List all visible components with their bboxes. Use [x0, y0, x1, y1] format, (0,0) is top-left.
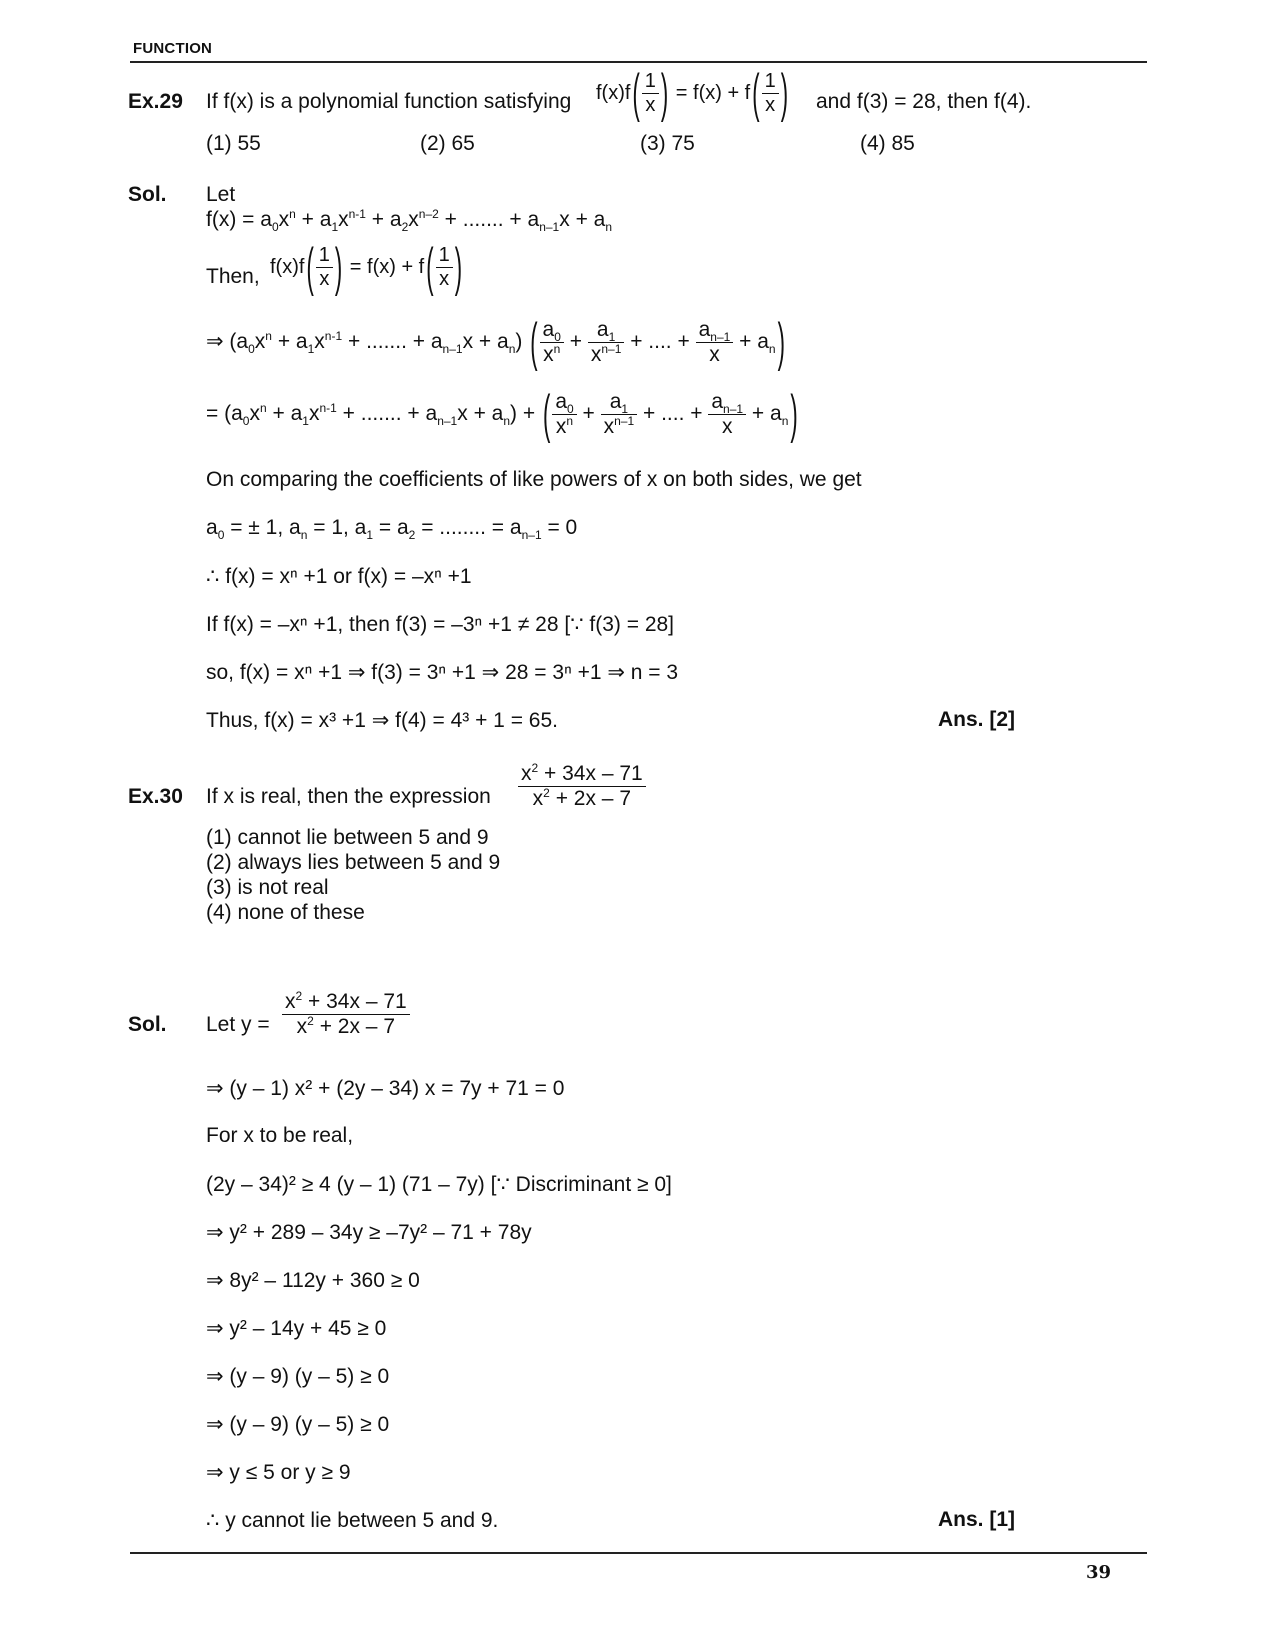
ex29-sol-label: Sol. [128, 183, 167, 206]
ex30-sol-label: Sol. [128, 1013, 167, 1036]
ex29-then-equation: f(x)f( $\frac{1}{x}$ ) = f(x) + f( $\frac{1}{x}$ ) [270, 236, 463, 297]
ex29-then: Then, [206, 265, 260, 288]
ex30-let-y-fraction: $\frac{x^2 + 34x - 71}{x^2 + 2x - 7}$ [282, 990, 410, 1039]
ex30-answer: Ans. [1] [938, 1508, 1016, 1531]
ex30-question-prefix: If x is real, then the expression [206, 785, 491, 808]
ex30-expression-fraction: $\frac{x^2 + 34x - 71}{x^2 + 2x - 7}$ [518, 762, 646, 811]
ex29-expanded-rhs: = ($a_0x^n + a_1x^{n-1}$ + ....... + $a_{n-1}x + a_n$) + ( $\frac{a_0}{x^n}$ + $\frac{a_1}{x^{n-1}}$ + .... + $\frac{a_{n-1}}{x}$ + $a_n$) [206, 383, 798, 444]
ex30-option-4: (4) none of these [206, 901, 365, 924]
ex29-therefore-line: ∴ f(x) = xⁿ +1 or f(x) = –xⁿ +1 [206, 565, 472, 588]
page-number: 39 [1086, 1562, 1112, 1583]
ex29-thus-line: Thus, f(x) = x³ +1 ⇒ f(4) = 4³ + 1 = 65. [206, 709, 558, 732]
ex29-expanded-lhs: ⇒ ($a_0x^n + a_1x^{n-1}$ + ....... + $a_{n-1}x + a_n$) ( $\frac{a_0}{x^n}$ + $\frac{a_1}{x^{n-1}}$ + .... + $\frac{a_{n-1}}{x}$ + $a_n$) [206, 311, 785, 372]
ex29-option-3: (3) 75 [640, 132, 695, 155]
ex29-option-2: (2) 65 [420, 132, 475, 155]
ex30-step-1: ⇒ (y – 1) x² + (2y – 34) x = 7y + 71 = 0 [206, 1077, 565, 1100]
ex30-step-6: ⇒ y² – 14y + 45 ≥ 0 [206, 1317, 387, 1340]
ex30-step-2: For x to be real, [206, 1124, 354, 1147]
ex30-step-8: ⇒ (y – 9) (y – 5) ≥ 0 [206, 1413, 390, 1436]
ex30-step-10: ∴ y cannot lie between 5 and 9. [206, 1509, 499, 1532]
ex29-coef-line: $a_0$ = ± 1, $a_n = 1$, $a_1 = a_2$ = ........ = $a_{n-1} = 0$ [206, 516, 578, 543]
ex30-option-1: (1) cannot lie between 5 and 9 [206, 826, 489, 849]
ex29-question-prefix: If f(x) is a polynomial function satisfying [206, 90, 572, 113]
ex30-step-5: ⇒ 8y² – 112y + 360 ≥ 0 [206, 1269, 420, 1292]
ex30-step-9: ⇒ y ≤ 5 or y ≥ 9 [206, 1461, 351, 1484]
ex29-question-equation: f(x)f( $\frac{1}{x}$ ) = f(x) + f( $\frac{1}{x}$ ) [596, 62, 789, 123]
ex29-so-line: so, f(x) = xⁿ +1 ⇒ f(3) = 3ⁿ +1 ⇒ 28 = 3ⁿ +1 ⇒ n = 3 [206, 661, 679, 684]
ex29-let: Let [206, 183, 236, 206]
ex29-answer: Ans. [2] [938, 708, 1016, 731]
ex29-option-4: (4) 85 [860, 132, 915, 155]
footer-rule [130, 1552, 1147, 1554]
ex29-question-suffix: and f(3) = 28, then f(4). [816, 90, 1032, 113]
ex29-option-1: (1) 55 [206, 132, 261, 155]
ex29-if-line: If f(x) = –xⁿ +1, then f(3) = –3ⁿ +1 ≠ 28 [∵ f(3) = 28] [206, 613, 675, 636]
section-title: FUNCTION [133, 40, 213, 57]
ex29-compare-text: On comparing the coefficients of like powers of x on both sides, we get [206, 468, 862, 491]
ex30-let-y: Let y = [206, 1013, 270, 1036]
ex30-option-3: (3) is not real [206, 876, 329, 899]
ex30-step-4: ⇒ y² + 289 – 34y ≥ –7y² – 71 + 78y [206, 1221, 532, 1244]
ex30-step-3: (2y – 34)² ≥ 4 (y – 1) (71 – 7y) [∵ Discriminant ≥ 0] [206, 1173, 672, 1196]
ex30-label: Ex.30 [128, 785, 183, 808]
ex29-label: Ex.29 [128, 90, 183, 113]
ex29-polynomial-def: $f(x) = a_0x^n + a_1x^{n-1} + a_2x^{n-2}$ + ....... + $a_{n-1}x + a_n$ [206, 207, 613, 235]
ex30-step-7: ⇒ (y – 9) (y – 5) ≥ 0 [206, 1365, 390, 1388]
ex30-option-2: (2) always lies between 5 and 9 [206, 851, 501, 874]
